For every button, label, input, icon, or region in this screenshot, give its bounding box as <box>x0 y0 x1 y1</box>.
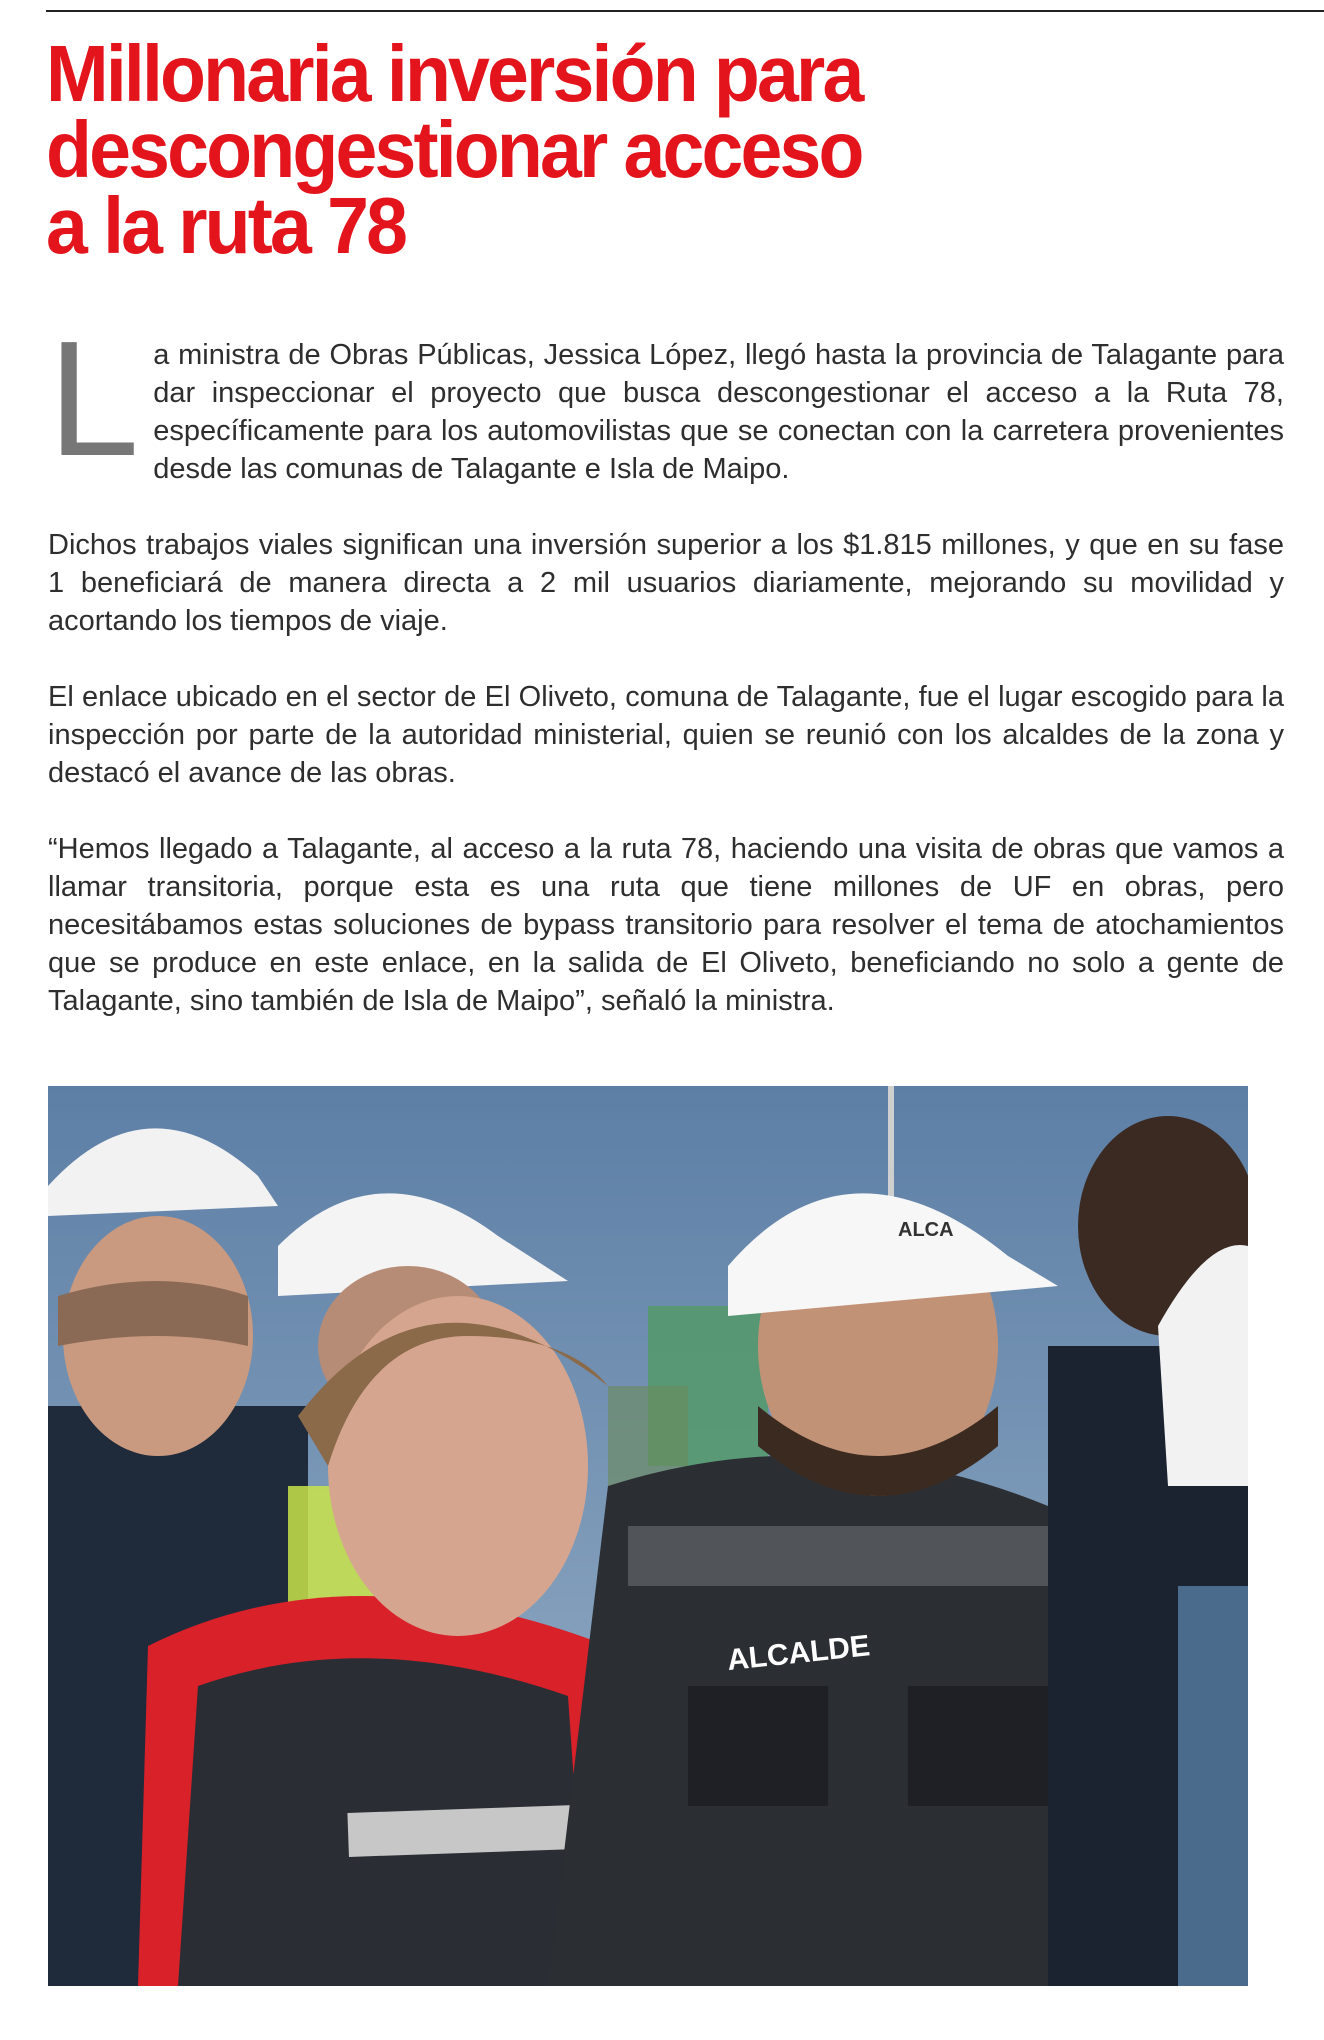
photo-illustration <box>48 1086 1248 1986</box>
article-body <box>48 307 1284 1058</box>
vest-label: ALCALDE <box>725 1629 872 1678</box>
paragraph-4: “Hemos llegado a Talagante, al acceso a la ruta 78, haciendo una visita de obras que vamos a llamar transitoria, porque esta es una ruta que tiene millones de UF en obras, pero necesitábamos estas soluciones de bypass transitorio para resolver el tema de atochamientos que se produce en este enlace, en la salida de El Oliveto, beneficiando no solo a gente de Talagante, sino también de Isla de Maipo”, señaló la ministra. <box>48 833 1284 1017</box>
helmet-label: ALCA <box>898 1219 954 1241</box>
headline <box>46 29 986 270</box>
drop-cap: L <box>48 307 140 490</box>
paragraph-1-text: a ministra de Obras Públicas, Jessica López, llegó hasta la provincia de Talagante para dar inspeccionar el proyecto que busca descongestionar el acceso a la Ruta 78, específicamente para los automovilistas que se conectan con la carretera provenientes desde las comunas de Talagante e Isla de Maipo. <box>153 339 1284 485</box>
paragraph-2: Dichos trabajos viales significan una inversión superior a los $1.815 millones, y que en su fase 1 beneficiará de manera directa a 2 mil usuarios diariamente, mejorando su movilidad y acortando los tiempos de viaje. <box>48 529 1284 637</box>
top-rule <box>46 10 1324 12</box>
article-photo <box>48 1086 1248 1986</box>
paragraph-1 <box>48 307 1284 490</box>
paragraph-3: El enlace ubicado en el sector de El Oliveto, comuna de Talagante, fue el lugar escogido para la inspección por parte de la autoridad ministerial, quien se reunió con los alcaldes de la zona y destacó el avance de las obras. <box>48 681 1284 789</box>
headline-line-1: Millonaria inversión para <box>46 29 862 118</box>
headline-line-3: a la ruta 78 <box>46 181 406 270</box>
headline-line-2: descongestionar acceso <box>46 105 862 194</box>
